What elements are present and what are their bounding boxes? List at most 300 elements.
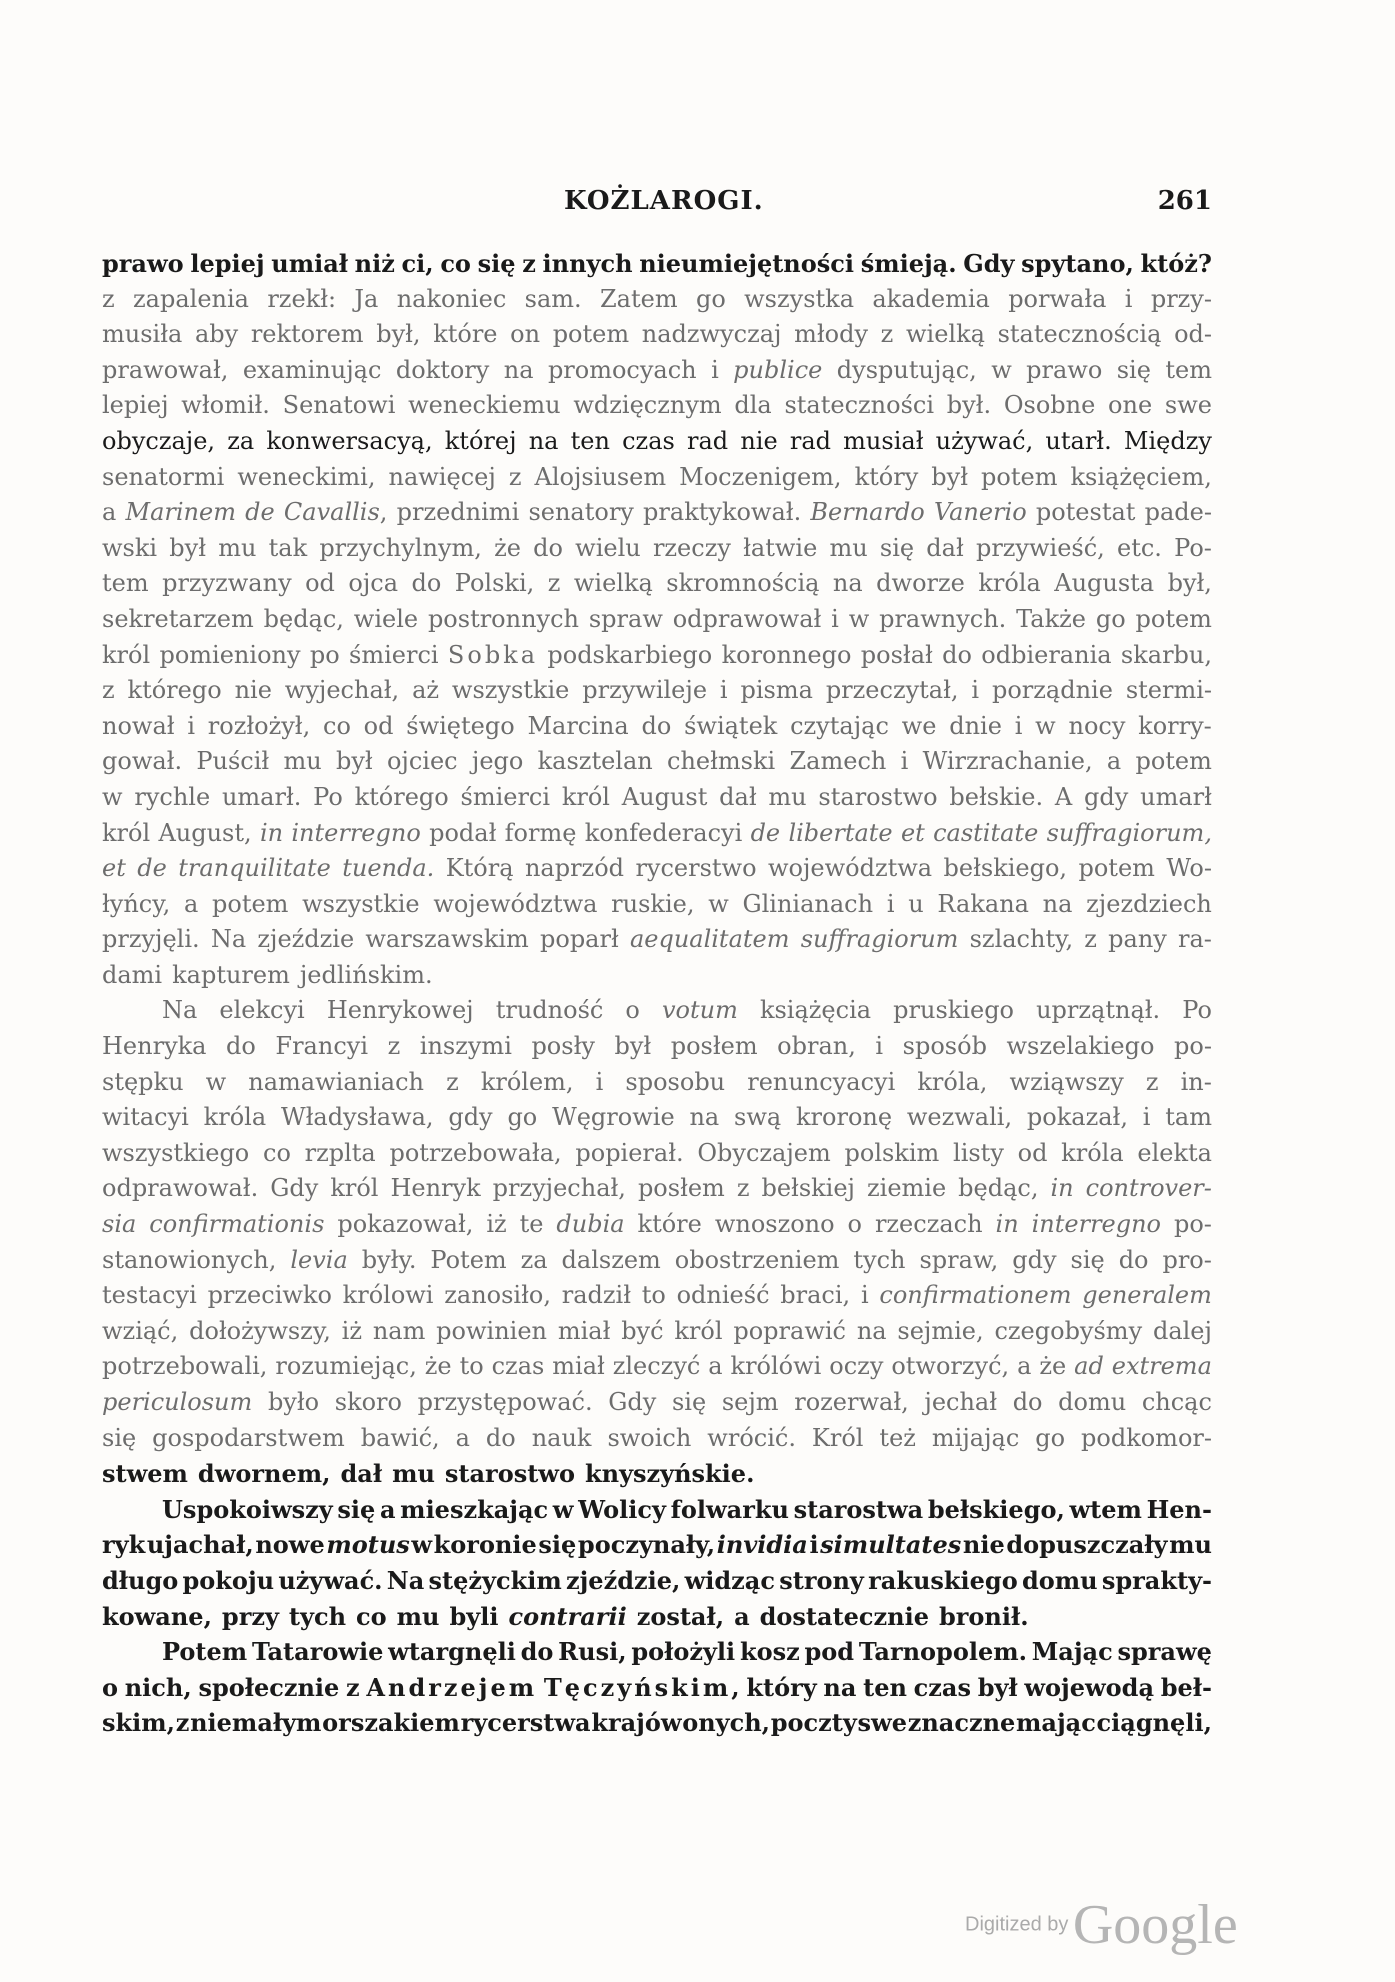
word: skoro xyxy=(334,1388,402,1416)
text-line xyxy=(102,317,1212,353)
word: że xyxy=(424,1352,452,1381)
word: nowe xyxy=(255,1530,325,1560)
word: z xyxy=(547,569,561,598)
word: zleczyć xyxy=(612,1352,701,1381)
text-line xyxy=(102,1492,1212,1528)
word: mijając xyxy=(931,1423,1020,1452)
word: król xyxy=(561,782,610,811)
word: był, xyxy=(376,320,421,349)
word: starostwa xyxy=(793,1494,924,1524)
word: z xyxy=(446,1067,459,1096)
google-logo: Google xyxy=(1072,1894,1238,1956)
word: witacyi xyxy=(102,1103,189,1132)
word: Tęczyńskim, xyxy=(543,1672,740,1702)
word: co xyxy=(263,1138,291,1167)
word: i xyxy=(1124,284,1133,313)
word: i xyxy=(187,711,196,740)
word: Na xyxy=(162,996,198,1025)
word: utarł. xyxy=(1045,426,1112,455)
word: pany xyxy=(1108,925,1167,954)
text-line xyxy=(102,958,1212,994)
word: nie xyxy=(234,676,272,705)
word: się xyxy=(337,1494,376,1524)
word: rozłożył, xyxy=(207,711,311,740)
word: król xyxy=(102,818,151,847)
word: wtargnęli xyxy=(388,1637,516,1667)
word: po- xyxy=(1173,1210,1212,1239)
text-line xyxy=(102,495,1212,531)
word: Henrykowej xyxy=(326,996,474,1025)
word: o xyxy=(102,1672,119,1702)
word: Którą xyxy=(445,854,514,883)
word: króla xyxy=(203,1103,267,1132)
word: ten xyxy=(863,1672,907,1702)
word: domu xyxy=(1058,1388,1127,1416)
word: świętego xyxy=(406,711,515,740)
word: tych xyxy=(288,1601,347,1631)
word: śmierci xyxy=(460,782,551,811)
word: listy xyxy=(953,1138,1004,1167)
text-line xyxy=(102,388,1212,424)
word: in xyxy=(1050,1174,1074,1203)
word: on xyxy=(510,320,541,349)
text-line xyxy=(102,1171,1212,1207)
word: od xyxy=(1017,1138,1048,1167)
text-line xyxy=(102,1207,1212,1243)
word: był xyxy=(335,747,373,776)
word: łyńcy, xyxy=(102,889,171,918)
word: posły xyxy=(531,1032,595,1061)
word: innych xyxy=(542,249,633,278)
word: koronnego xyxy=(721,640,852,669)
word: stateczności xyxy=(784,391,935,420)
word: poprawić xyxy=(733,1316,846,1345)
word: Uspokoiwszy xyxy=(162,1494,333,1524)
word: Wolicy xyxy=(578,1494,666,1524)
word: król xyxy=(330,1174,379,1203)
word: czas xyxy=(622,426,675,455)
word: umarł xyxy=(1140,782,1212,811)
word: umiał xyxy=(271,249,348,278)
word: o xyxy=(625,996,640,1025)
text-line xyxy=(102,566,1212,602)
word: publice xyxy=(733,355,823,384)
word: stermi- xyxy=(1125,676,1212,705)
word: w xyxy=(102,782,123,811)
text-line xyxy=(102,1243,1212,1279)
word: one xyxy=(1108,391,1153,420)
word: Po- xyxy=(1174,533,1212,562)
word: nam xyxy=(372,1316,426,1345)
text-line xyxy=(102,887,1212,923)
word: powinien xyxy=(436,1316,547,1345)
word: skromnością xyxy=(666,569,820,598)
word: bełskiej xyxy=(761,1174,855,1203)
word: włomił. xyxy=(181,391,270,420)
text-line xyxy=(102,1100,1212,1136)
word: którego xyxy=(127,676,222,705)
word: jedlińskim. xyxy=(299,960,433,989)
word: Moczenigem, xyxy=(679,462,842,491)
word: był xyxy=(931,462,968,491)
word: uprzątnął. xyxy=(1036,996,1161,1025)
word: odprawował. xyxy=(102,1174,259,1203)
word: i xyxy=(860,1281,869,1310)
word: nował xyxy=(102,711,175,740)
word: simultates xyxy=(820,1530,962,1560)
word: Tarnopolem. xyxy=(858,1637,1027,1667)
word: obyczaje, xyxy=(102,426,216,455)
word: obran, xyxy=(777,1032,856,1061)
word: były. xyxy=(361,1245,417,1274)
word: starostwo xyxy=(444,1459,575,1489)
word: dysputując, xyxy=(836,355,977,384)
word: chełmski xyxy=(667,747,776,776)
word: akademia xyxy=(872,284,990,313)
word: ad xyxy=(1074,1352,1104,1381)
word: promocyach xyxy=(547,355,697,384)
word: pokoju xyxy=(182,1565,275,1595)
word: controver- xyxy=(1085,1174,1212,1203)
word: mu xyxy=(218,533,257,562)
word: poczty xyxy=(770,1708,857,1738)
word: za xyxy=(520,1245,548,1274)
word: suffragiorum xyxy=(800,925,959,954)
word: gdy xyxy=(1084,782,1129,811)
word: potrzebowała, xyxy=(389,1138,562,1167)
word: votum xyxy=(661,996,738,1025)
word: ojciec xyxy=(386,747,458,776)
word: polskim xyxy=(844,1138,940,1167)
word: z xyxy=(102,676,115,705)
word: widząc xyxy=(684,1565,775,1595)
word: czegobyśmy xyxy=(994,1316,1143,1345)
word: Potem xyxy=(430,1245,507,1274)
word: Rusi, xyxy=(558,1637,627,1667)
word: i xyxy=(595,1067,604,1096)
word: przeciwko xyxy=(207,1281,332,1310)
word: prawo xyxy=(102,249,184,278)
word: wiele xyxy=(353,604,419,633)
word: świątek xyxy=(684,711,778,740)
word: swe xyxy=(1164,391,1212,420)
word: stężyckim xyxy=(428,1565,562,1595)
word: rozerwał, xyxy=(794,1388,909,1416)
word: Vanerio xyxy=(933,498,1027,527)
word: libertate xyxy=(788,818,893,847)
word: znaczne xyxy=(907,1708,1016,1738)
text-line xyxy=(102,1278,1212,1314)
word: a xyxy=(734,1601,750,1631)
word: odbierania xyxy=(981,640,1112,669)
word: przy xyxy=(221,1601,279,1631)
word: weneckiemu xyxy=(408,391,561,420)
word: a xyxy=(379,1494,396,1524)
word: był. xyxy=(946,391,992,420)
word: Gdy xyxy=(608,1388,657,1416)
word: ziemie xyxy=(867,1174,947,1203)
word: wielu xyxy=(575,533,641,562)
word: sejmie, xyxy=(897,1316,984,1345)
word: starostwo xyxy=(818,782,938,811)
word: inszymi xyxy=(419,1032,512,1061)
word: nie xyxy=(962,1530,1005,1560)
word: go xyxy=(507,1103,538,1132)
word: Także xyxy=(1016,604,1086,633)
word: śmieją. xyxy=(860,249,957,278)
word: nieumiejętności xyxy=(639,249,855,278)
text-line xyxy=(102,1136,1212,1172)
word: tych xyxy=(853,1245,906,1274)
word: i xyxy=(886,889,895,918)
word: domu xyxy=(1021,1565,1098,1595)
word: mu xyxy=(392,1459,435,1489)
word: dnie xyxy=(949,711,1002,740)
word: który xyxy=(854,462,919,491)
word: być xyxy=(621,1316,664,1345)
word: królem, xyxy=(480,1067,574,1096)
word: wtem xyxy=(1069,1494,1142,1524)
word: elekta xyxy=(1137,1138,1212,1167)
word: Sobka xyxy=(447,640,539,669)
word: ra- xyxy=(1178,925,1212,954)
word: statecznością xyxy=(997,320,1162,349)
word: z xyxy=(102,284,115,313)
word: z xyxy=(736,1174,750,1203)
word: szlachty, xyxy=(969,925,1074,954)
word: wrócić. xyxy=(707,1423,796,1452)
text-line xyxy=(102,246,1212,282)
word: Wirzrachanie, xyxy=(922,747,1093,776)
word: renuncyacyi xyxy=(747,1067,896,1096)
word: od xyxy=(305,569,335,598)
word: wszystkie xyxy=(302,889,420,918)
word: trudność xyxy=(495,996,604,1025)
text-line xyxy=(102,816,1212,852)
word: dla xyxy=(734,391,772,420)
word: rektorem xyxy=(250,320,364,349)
word: na xyxy=(832,569,863,598)
word: na xyxy=(856,1316,887,1345)
word: umarł. xyxy=(221,782,302,811)
word: konfederacyi xyxy=(584,818,743,847)
word: został, xyxy=(636,1601,725,1631)
word: a xyxy=(455,1423,470,1452)
word: rad xyxy=(687,426,729,455)
word: i xyxy=(971,676,980,705)
word: województwa xyxy=(433,889,598,918)
word: to xyxy=(459,1352,484,1381)
word: społecznie xyxy=(198,1672,340,1702)
word: knyszyńskie. xyxy=(584,1459,755,1489)
word: Na xyxy=(210,925,247,954)
word: u xyxy=(908,889,924,918)
word: do xyxy=(485,1423,516,1452)
word: przywieść, xyxy=(975,533,1105,562)
word: rakuskiego xyxy=(868,1565,1018,1595)
word: dołożywszy, xyxy=(189,1316,331,1345)
word: jechał xyxy=(924,1388,998,1416)
word: poczynały, xyxy=(577,1530,716,1560)
word: wyjechał, xyxy=(284,676,400,705)
word: etc. xyxy=(1117,533,1162,562)
word: królowi xyxy=(342,1281,434,1310)
word: a xyxy=(183,889,199,918)
word: spytano, xyxy=(1021,249,1134,278)
word: Alojsiusem xyxy=(534,462,667,491)
word: pro- xyxy=(1162,1245,1212,1274)
word: folwarku xyxy=(670,1494,789,1524)
word: tranquilitate xyxy=(178,854,331,883)
word: rycerstwa xyxy=(460,1708,591,1738)
word: gdy xyxy=(1012,1245,1057,1274)
word: wielką xyxy=(905,320,985,349)
word: potrzebowali, xyxy=(102,1352,268,1381)
word: bronił. xyxy=(939,1601,1029,1631)
word: radził xyxy=(561,1281,631,1310)
word: Augusta xyxy=(1054,569,1155,598)
word: potem xyxy=(1135,604,1212,633)
text-line xyxy=(102,1314,1212,1350)
word: lepiej xyxy=(102,391,169,420)
word: dalej xyxy=(1152,1316,1212,1345)
word: po- xyxy=(1174,1032,1212,1061)
word: podkomor- xyxy=(1081,1423,1212,1452)
word: Tatarowie xyxy=(251,1637,384,1667)
word: zanosiło, xyxy=(444,1281,551,1310)
word: otworzyć, xyxy=(891,1352,1010,1381)
word: króla, xyxy=(917,1067,988,1096)
word: do xyxy=(520,1637,554,1667)
word: na xyxy=(823,1672,857,1702)
word: do xyxy=(533,533,563,562)
word: do xyxy=(226,1032,256,1061)
word: dworze xyxy=(876,569,965,598)
word: król xyxy=(674,1316,723,1345)
word: a xyxy=(1106,747,1122,776)
word: sam. xyxy=(524,284,582,313)
word: a xyxy=(102,498,117,527)
word: zjezdziech xyxy=(1086,889,1212,918)
word: posłał xyxy=(860,640,933,669)
word: na xyxy=(503,355,534,384)
word: do xyxy=(411,569,442,598)
word: przy- xyxy=(1150,284,1212,313)
word: śmierci xyxy=(349,640,439,669)
word: z xyxy=(1084,925,1097,954)
text-line xyxy=(102,1563,1212,1599)
word: weneckimi, xyxy=(237,462,376,491)
word: położyli xyxy=(631,1637,736,1667)
word: August, xyxy=(158,818,252,847)
word: orszakiem xyxy=(322,1708,460,1738)
word: generalem xyxy=(1082,1281,1212,1310)
word: przednimi xyxy=(396,498,520,527)
word: swoich xyxy=(607,1423,692,1452)
word: aż xyxy=(412,676,440,705)
word: co xyxy=(440,249,471,278)
word: prawował, xyxy=(102,355,229,384)
word: August xyxy=(621,782,708,811)
word: rzeczach xyxy=(874,1210,983,1239)
word: Król xyxy=(811,1423,864,1452)
word: Między xyxy=(1123,426,1212,455)
word: w xyxy=(848,604,870,633)
word: wski xyxy=(102,533,158,562)
word: senatormi xyxy=(102,462,225,491)
word: strony xyxy=(779,1565,864,1595)
word: postronnych xyxy=(427,604,580,633)
word: mu xyxy=(829,533,868,562)
word: Glinianach xyxy=(742,889,874,918)
word: sposób xyxy=(902,1032,987,1061)
text-line xyxy=(102,460,1212,496)
word: rzplta xyxy=(304,1138,376,1167)
word: kroronę xyxy=(796,1103,893,1132)
body-text xyxy=(102,246,1212,1741)
word: się xyxy=(538,1530,577,1560)
word: a xyxy=(708,1352,723,1381)
word: korry- xyxy=(1138,711,1212,740)
word: posłem xyxy=(670,1032,758,1061)
word: przywileje xyxy=(582,676,708,705)
word: niemałym xyxy=(190,1708,322,1738)
word: Wo- xyxy=(1166,854,1212,883)
word: et xyxy=(102,854,126,883)
word: motus xyxy=(326,1530,410,1560)
word: et xyxy=(900,818,925,847)
word: levia xyxy=(290,1245,348,1274)
word: in- xyxy=(1180,1067,1212,1096)
word: nakoniec xyxy=(396,284,507,313)
word: potestat xyxy=(1035,498,1136,527)
word: z xyxy=(175,1708,190,1738)
word: ruskie, xyxy=(611,889,695,918)
text-line xyxy=(102,1029,1212,1065)
word: Rakana xyxy=(937,889,1029,918)
word: z xyxy=(346,1672,360,1702)
text-line xyxy=(102,922,1212,958)
word: castitate xyxy=(933,818,1039,847)
word: invidia xyxy=(716,1530,808,1560)
word: prawo xyxy=(1026,355,1103,384)
word: konwersacyą, xyxy=(266,426,433,455)
word: potem xyxy=(212,889,289,918)
word: i xyxy=(711,355,719,384)
word: ojca xyxy=(348,569,399,598)
word: które xyxy=(433,320,498,349)
page-header xyxy=(102,186,1212,226)
word: w xyxy=(1035,711,1056,740)
word: król xyxy=(102,640,151,669)
word: beł- xyxy=(1160,1672,1212,1702)
running-title: KOŻLAROGI. xyxy=(564,186,764,216)
word: ten xyxy=(570,426,610,455)
word: naprzód xyxy=(524,854,625,883)
text-line xyxy=(102,1527,1212,1563)
word: aby xyxy=(194,320,239,349)
text-line xyxy=(102,744,1212,780)
word: ci, xyxy=(401,249,434,278)
word: Gdy xyxy=(963,249,1015,278)
word: dami xyxy=(102,960,163,989)
word: był xyxy=(614,1032,652,1061)
word: którego xyxy=(354,782,449,811)
word: był xyxy=(977,1672,1018,1702)
word: nauk xyxy=(531,1423,592,1452)
word: z xyxy=(1145,1067,1159,1096)
word: dostatecznie xyxy=(759,1601,929,1631)
